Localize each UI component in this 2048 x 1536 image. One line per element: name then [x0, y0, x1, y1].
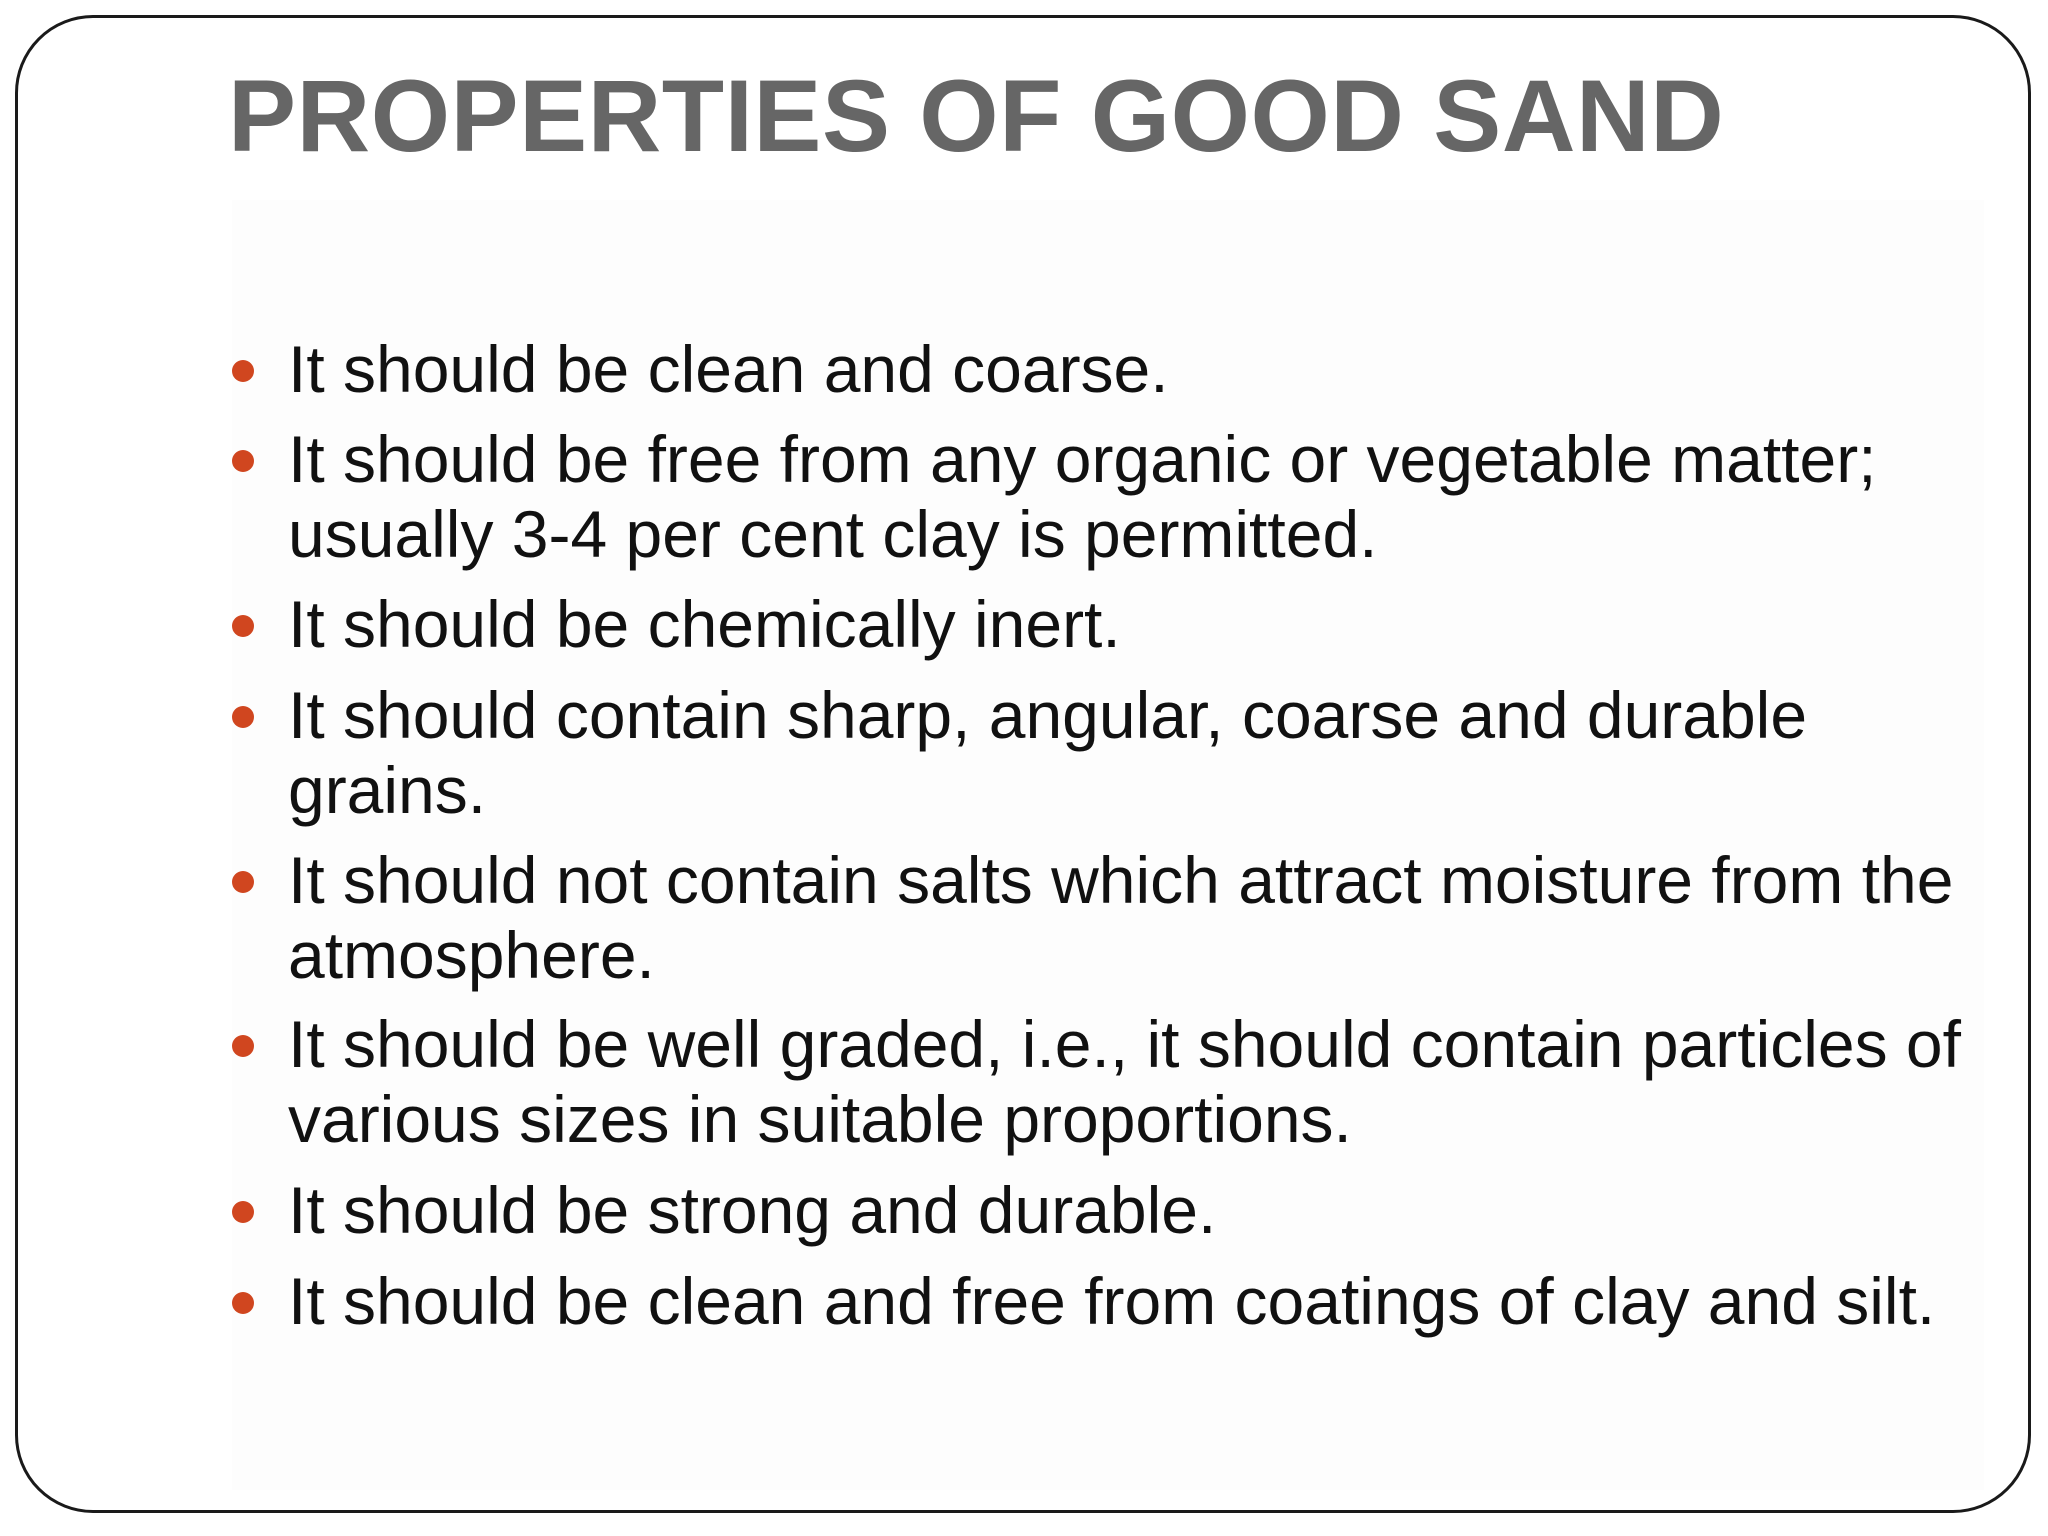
bullet-text: It should not contain salts which attract moisture from the atmosphere.: [288, 843, 1954, 992]
bullet-dot-icon: [232, 1035, 254, 1057]
bullet-dot-icon: [232, 615, 254, 637]
bullet-item: [288, 422, 1968, 572]
bullet-item: [288, 332, 1968, 407]
bullet-item: [288, 843, 1968, 993]
bullet-dot-icon: [232, 1201, 254, 1223]
bullet-dot-icon: [232, 706, 254, 728]
bullet-dot-icon: [232, 450, 254, 472]
bullet-text: It should contain sharp, angular, coarse and durable grains.: [288, 678, 1808, 827]
bullet-text: It should be clean and free from coatings of clay and silt.: [288, 1264, 1936, 1338]
bullet-text: It should be strong and durable.: [288, 1173, 1217, 1247]
slide-title: PROPERTIES OF GOOD SAND: [228, 59, 1725, 173]
bullet-item: [288, 678, 1968, 828]
bullet-item: [288, 587, 1968, 662]
bullet-item: [288, 1264, 1968, 1339]
bullet-dot-icon: [232, 871, 254, 893]
bullet-text: It should be chemically inert.: [288, 587, 1121, 661]
bullet-text: It should be well graded, i.e., it should contain particles of various sizes in suitable proportions.: [288, 1007, 1961, 1156]
bullet-text: It should be clean and coarse.: [288, 332, 1169, 406]
bullet-dot-icon: [232, 360, 254, 382]
bullet-dot-icon: [232, 1292, 254, 1314]
bullet-item: [288, 1007, 1968, 1157]
bullet-item: [288, 1173, 1968, 1248]
bullet-text: It should be free from any organic or vegetable matter; usually 3-4 per cent clay is permitted.: [288, 422, 1877, 571]
